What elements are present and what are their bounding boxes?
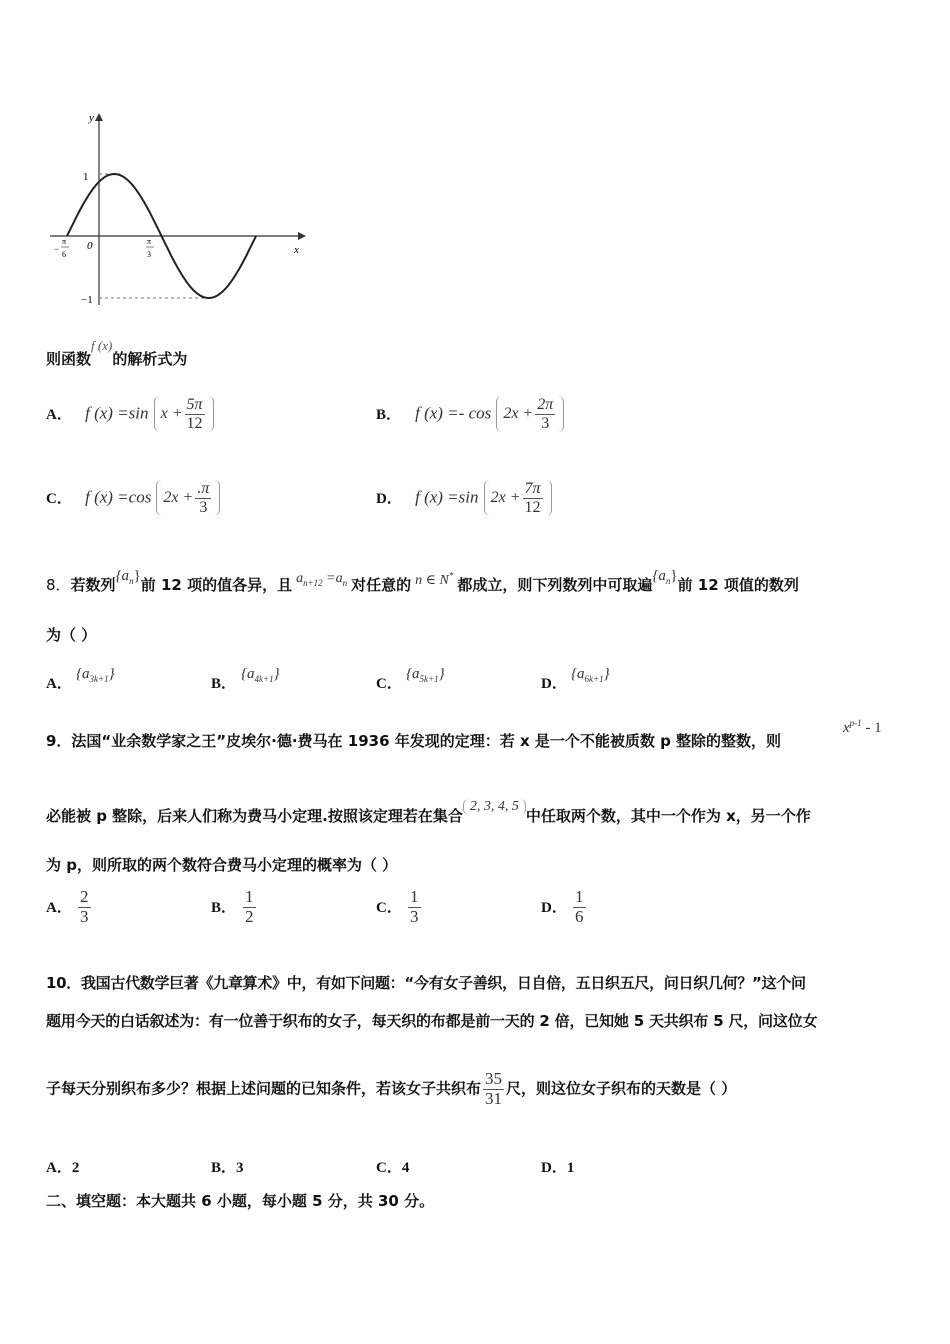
q9-expr: $x^{p-1} - 1$ [843, 718, 882, 736]
tick-pos-pi: π [147, 237, 152, 246]
tick-pos-den: 3 [147, 250, 151, 259]
q10-option-b[interactable]: B．3 [211, 1160, 244, 1176]
q8-option-d[interactable]: D．$\{a_{6k+1}\}$ [541, 666, 610, 692]
q8-line2: 为（ ） [46, 626, 97, 644]
q9-line2: 必能被 p 整除，后来人们称为费马小定理.按照该定理若在集合2, 3, 4, 5中任取两个数，其中一个作为 x，另一个作 [46, 798, 811, 825]
q10-line1: 10．我国古代数学巨著《九章算术》中，有如下问题：“今有女子善织，日自倍，五日织五尺，问日织几何？”这个问 [46, 974, 806, 992]
q9-option-c[interactable]: C． $\frac{1}{3}$ [376, 887, 419, 926]
q7-option-a[interactable]: A． f (x) =sin x + $\frac{5\pi}{12}$ [46, 396, 214, 432]
y-axis-arrow [95, 113, 103, 121]
q8-option-c[interactable]: C．$\{a_{5k+1}\}$ [376, 666, 445, 692]
q9-option-d[interactable]: D． $\frac{1}{6}$ [541, 887, 584, 926]
sine-graph [40, 105, 315, 315]
q10-line3: 子每天分别织布多少？根据上述问题的已知条件，若该女子共织布 $\frac{35}{31}$ 尺，则这位女子织布的天数是（ ） [46, 1069, 737, 1108]
tick-neg-sign: − [54, 244, 60, 254]
q10-option-a[interactable]: A．2 [46, 1160, 80, 1176]
q10-option-c[interactable]: C．4 [376, 1160, 410, 1176]
q7-option-c[interactable]: C． f (x) =cos 2x + $\frac{.\pi}{3}$ [46, 480, 220, 516]
q7-stem: 则函数f (x)的解析式为 [46, 338, 188, 368]
q7-option-d[interactable]: D． f (x) =sin 2x + $\frac{7\pi}{12}$ [376, 480, 552, 516]
tick-one: 1 [83, 171, 89, 183]
q8-option-b[interactable]: B．$\{a_{4k+1}\}$ [211, 666, 280, 692]
tick-neg-den: 6 [62, 250, 66, 259]
x-axis-arrow [298, 232, 306, 240]
q10-option-d[interactable]: D．1 [541, 1160, 575, 1176]
q9-option-b[interactable]: B． $\frac{1}{2}$ [211, 887, 254, 926]
q9-line3: 为 p，则所取的两个数符合费马小定理的概率为（ ） [46, 856, 398, 874]
tick-neg-pi: π [62, 237, 67, 246]
q7-option-b[interactable]: B． f (x) =- cos 2x + $\frac{2\pi}{3}$ [376, 396, 564, 432]
x-label: x [294, 244, 299, 256]
q9-line1: 9．法国“业余数学家之王”皮埃尔·德·费马在 1936 年发现的定理：若 x 是一个不能被质数 p 整除的整数，则 [46, 732, 782, 750]
tick-minus-one: −1 [81, 294, 93, 306]
q9-option-a[interactable]: A． $\frac{2}{3}$ [46, 887, 89, 926]
section-2-heading: 二、填空题：本大题共 6 小题，每小题 5 分，共 30 分。 [46, 1192, 435, 1210]
y-label: y [89, 112, 94, 124]
q9-set: 2, 3, 4, 5 [463, 799, 526, 815]
q8-option-a[interactable]: A．$\{a_{3k+1}\}$ [46, 666, 115, 692]
q10-line2: 题用今天的白话叙述为：有一位善于织布的女子，每天织的布都是前一天的 2 倍，已知她 5 天共织布 5 尺，问这位女 [46, 1012, 818, 1030]
origin-label: 0 [87, 240, 93, 252]
q8-stem: 8．若数列$\{a_n\}$前 12 项的值各异，且 $a_{n+12} =a_n$ 对任意的 n ∈ N*都成立，则下列数列中可取遍$\{a_n\}$前 12 项值的数列 [46, 568, 799, 594]
